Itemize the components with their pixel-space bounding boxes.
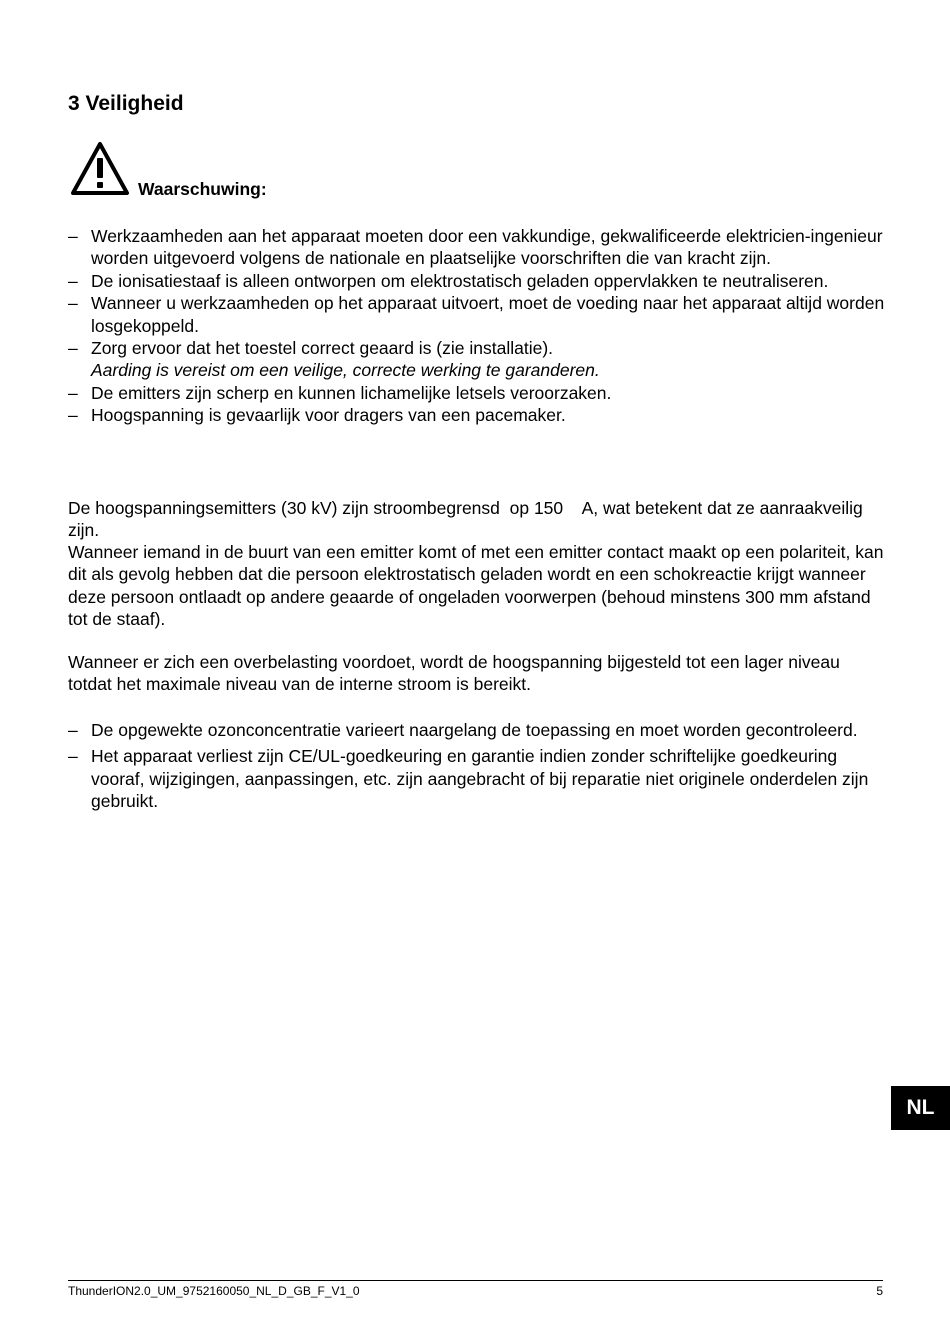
page-title: 3 Veiligheid (68, 92, 184, 115)
paragraph-overload (68, 651, 888, 696)
footer-page-number: 5 (876, 1284, 883, 1298)
list-dash: – (68, 382, 78, 403)
warning-list (68, 225, 888, 427)
warning-triangle-icon (70, 141, 130, 196)
list-item (68, 404, 888, 426)
list-item (68, 337, 888, 382)
warning-list-container (68, 225, 888, 427)
list-item (68, 745, 888, 812)
list-dash: – (68, 338, 78, 359)
list-item-text: Zorg ervoor dat het toestel correct geaard is (zie installatie). (91, 338, 554, 359)
list-dash: – (68, 270, 78, 291)
paragraph: De hoogspanningsemitters (30 kV) zijn stroombegrensd op 150 A, wat betekent dat ze aanraakveilig zijn. (68, 498, 868, 541)
list-item-text: Werkzaamheden aan het apparaat moeten door een vakkundige, gekwalificeerde elektricien-ingenieur worden uitgevoerd volgens de nationale en plaatselijke voorschriften die van kracht zijn. (91, 226, 883, 269)
paragraph-current-limit (68, 497, 888, 542)
language-tab: NL (891, 1086, 950, 1130)
list-item-text: Het apparaat verliest zijn CE/UL-goedkeuring en garantie indien zonder schriftelijke goedkeuring vooraf, wijzigingen, aanpassingen, etc. zijn aangebracht of bij reparatie niet originele onderdelen zijn gebruikt. (91, 746, 869, 812)
warning-header (68, 141, 468, 197)
list-item-text: De opgewekte ozonconcentratie varieert naargelang de toepassing en moet worden gecontroleerd. (91, 720, 858, 740)
list-item-text: Wanneer u werkzaamheden op het apparaat uitvoert, moet de voeding naar het apparaat altijd worden losgekoppeld. (91, 293, 885, 336)
list-item (68, 225, 888, 270)
list-dash: – (68, 226, 78, 246)
grounding-note: Aarding is vereist om een veilige, correcte werking te garanderen. (91, 360, 600, 381)
list-item-text: De ionisatiestaaf is alleen ontworpen om elektrostatisch geladen oppervlakken te neutraliseren. (91, 270, 829, 291)
paragraph-shock-reaction (68, 541, 888, 631)
list-dash: – (68, 405, 78, 426)
list-item (68, 382, 888, 404)
list-dash: – (68, 293, 78, 314)
list-dash: – (68, 746, 78, 767)
list-item (68, 270, 888, 292)
footer-doc-id: ThunderION2.0_UM_9752160050_NL_D_GB_F_V1_0 (68, 1284, 360, 1298)
second-list (68, 719, 888, 813)
list-item (68, 719, 888, 741)
footer-divider (68, 1280, 883, 1281)
paragraph: Wanneer iemand in de buurt van een emitter komt of met een emitter contact maakt op een polariteit, kan dit als gevolg hebben dat die persoon elektrostatisch geladen wordt en een schokreactie krijgt wanneer deze persoon ontlaadt op andere geaarde of ongeladen voorwerpen (behoud minstens 300 mm afstand tot de staaf). (68, 542, 884, 630)
warning-label: Waarschuwing: (138, 179, 267, 199)
list-item (68, 292, 888, 337)
second-list-container (68, 719, 888, 813)
list-dash: – (68, 720, 78, 740)
list-item-text: De emitters zijn scherp en kunnen lichamelijke letsels veroorzaken. (91, 382, 612, 403)
list-item-text: Hoogspanning is gevaarlijk voor dragers van een pacemaker. (91, 405, 566, 426)
paragraph: Wanneer er zich een overbelasting voordoet, wordt de hoogspanning bijgesteld tot een lager niveau totdat het maximale niveau van de interne stroom is bereikt. (68, 652, 840, 695)
